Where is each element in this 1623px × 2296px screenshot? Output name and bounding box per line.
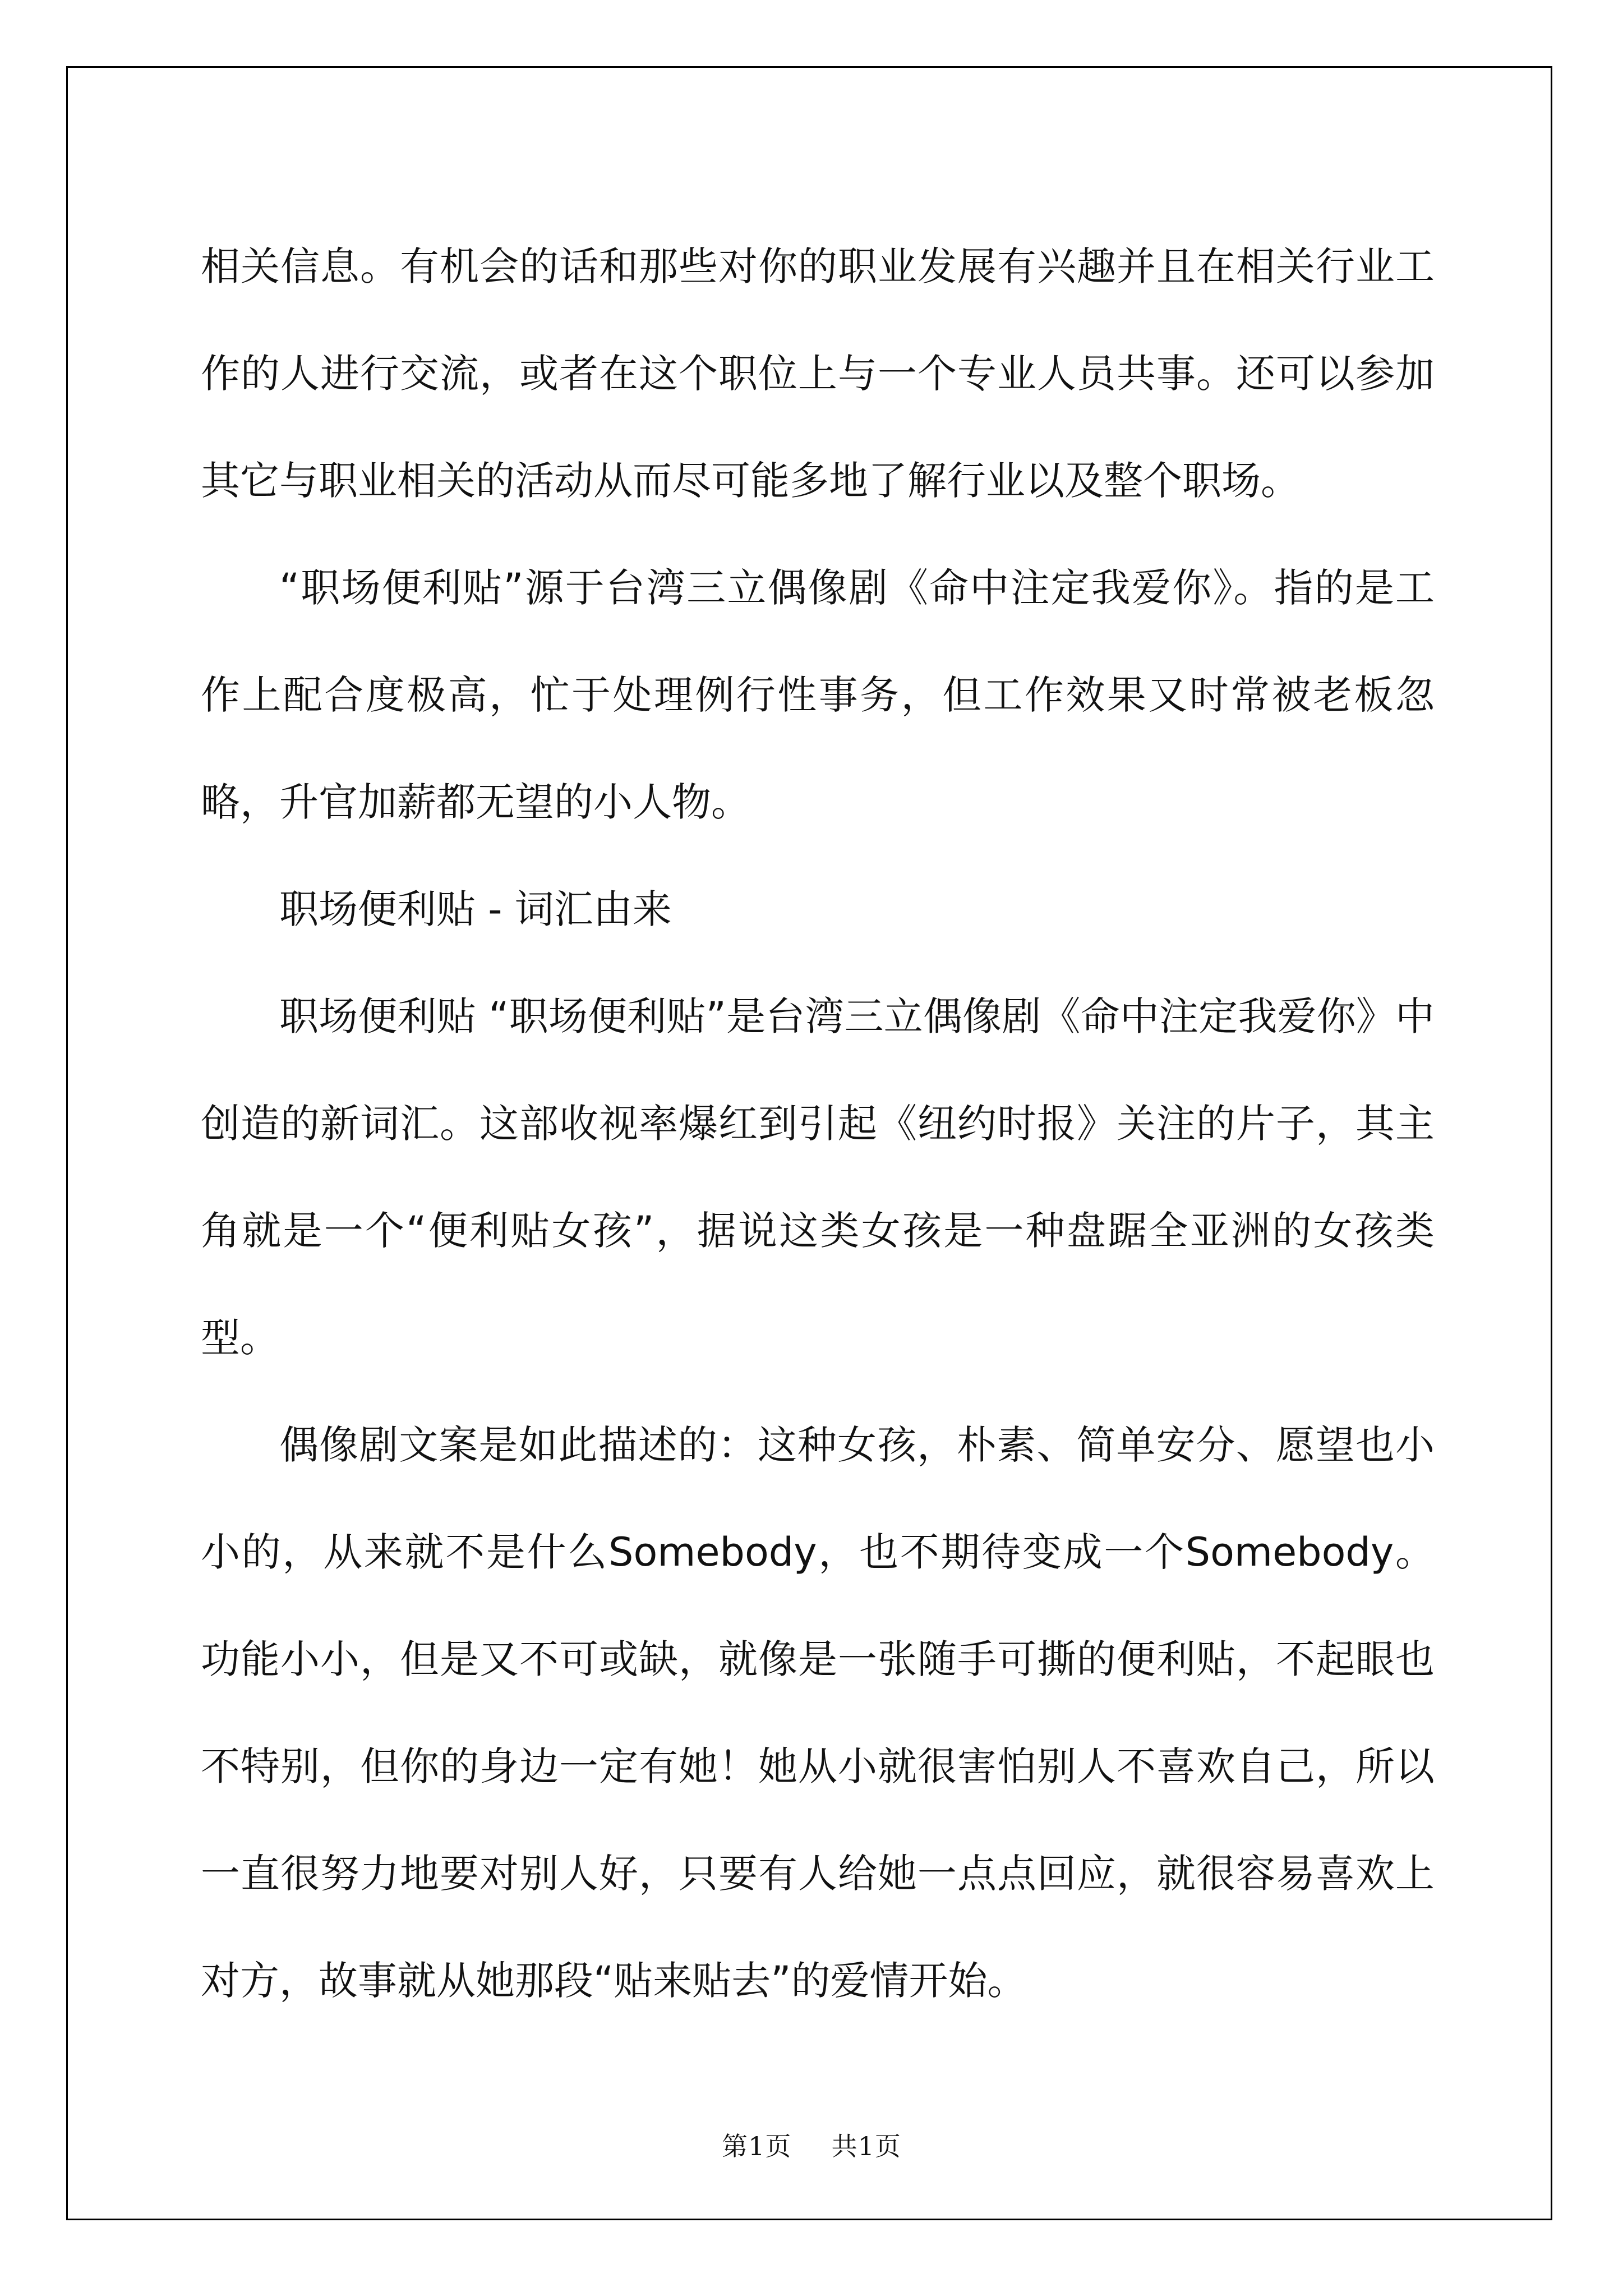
- page-number-total: 共1页: [831, 2131, 901, 2161]
- page-footer: [0, 2126, 1623, 2163]
- paragraph-2: “职场便利贴”源于台湾三立偶像剧《命中注定我爱你》。指的是工作上配合度极高，忙于处理例行性事务，但工作效果又时常被老板忽略，升官加薪都无望的小人物。: [201, 565, 1435, 825]
- page-number-current: 第1页: [722, 2131, 792, 2161]
- document-body: [201, 213, 1435, 2035]
- paragraph-1: 相关信息。有机会的话和那些对你的职业发展有兴趣并且在相关行业工作的人进行交流，或者在这个职位上与一个专业人员共事。还可以参加其它与职业相关的活动从而尽可能多地了解行业以及整个职场。: [201, 243, 1435, 504]
- paragraph-3: 职场便利贴 “职场便利贴”是台湾三立偶像剧《命中注定我爱你》中创造的新词汇。这部收视率爆红到引起《纽约时报》关注的片子，其主角就是一个“便利贴女孩”，据说这类女孩是一种盘踞全亚洲的女孩类型。: [201, 993, 1435, 1361]
- section-heading: 职场便利贴 - 词汇由来: [279, 886, 672, 932]
- paragraph-4: 偶像剧文案是如此描述的：这种女孩，朴素、简单安分、愿望也小小的，从来就不是什么Somebody，也不期待变成一个Somebody。功能小小，但是又不可或缺，就像是一张随手可撕的便利贴，不起眼也不特别，但你的身边一定有她！她从小就很害怕别人不喜欢自己，所以一直很努力地要对别人好，只要有人给她一点点回应，就很容易喜欢上对方，故事就从她那段“贴来贴去”的爱情开始。: [201, 1422, 1435, 2004]
